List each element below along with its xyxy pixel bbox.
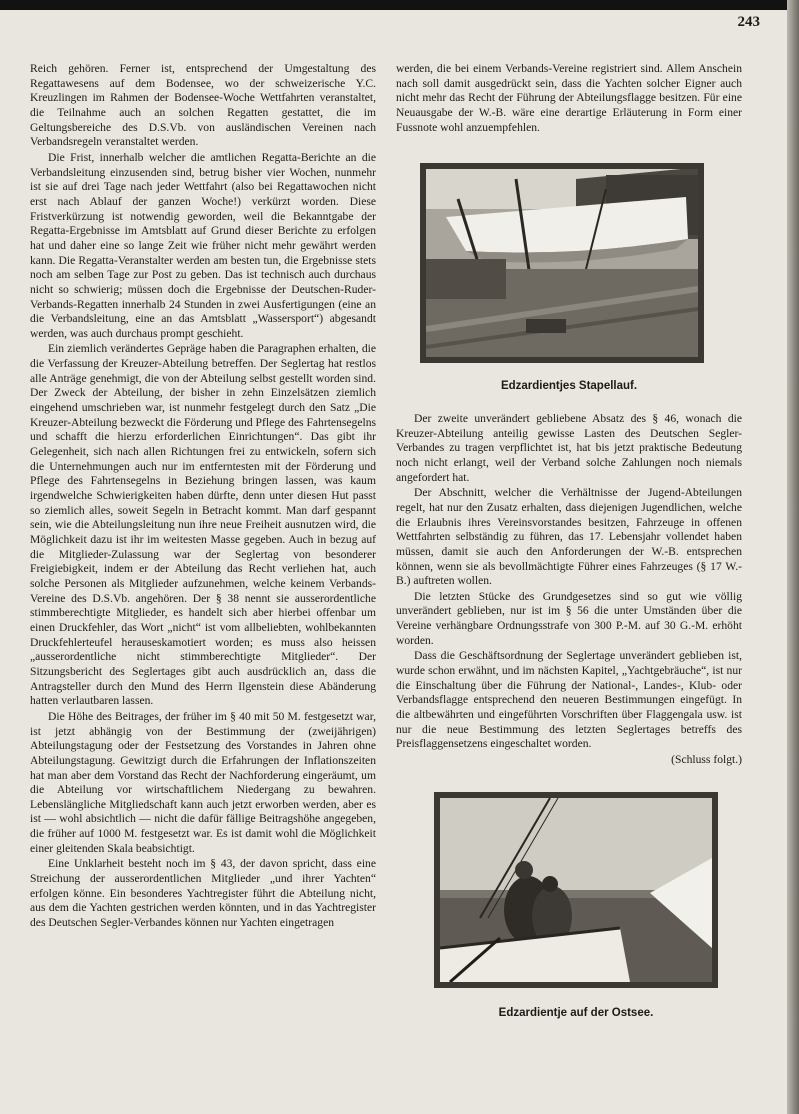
left-paragraph-2: Die Frist, innerhalb welcher die amtlichen Regatta-Berichte an die Verbandsleitung einzusenden sind, betrug bisher vier Wochen, nunmehr ist sie auf drei Tage nach jeder Wettfahrt (also bei Regattawochen nicht erst nach Ablauf der ganzen Woche!) verkürzt worden. Diese Fristverkürzung ist notwendig geworden, weil die Bekanntgabe der Regatta-Ergebnisse im Amtsblatt auf Grund dieser Berichte zu erfolgen hat und daher eine so lange Zeit wie früher nicht mehr gewährt werden kann. Die Regatta-Veranstalter werden am besten tun, die Ergebnisse stets noch am selben Tage zur Post zu geben. Das ist technisch auch durchaus nicht so schwierig; müssen doch die Ergebnisse der Deutschen-Ruder-Verbands-Regatten innerhalb 24 Stunden in zwei Ausfertigungen (eine an die Verbandsleitung, eine an das Amtsblatt „Wassersport“) abgesandt werden, was auch durchaus prompt geschieht. xyxy=(30,150,376,340)
left-paragraph-5: Eine Unklarheit besteht noch im § 43, der davon spricht, dass eine Streichung der ausserordentlichen Mitglieder „und ihrer Yachten“ erfolgen könne. Ein besonderes Yachtregister führt die Abteilung nicht, aus dem die Yachten gestrichen werden könnten, und in das Yachtregister des Deutschen Segler-Verbandes können nur Yachten eingetragen xyxy=(30,857,376,930)
right-paragraph-1: werden, die bei einem Verbands-Vereine registriert sind. Allem Anschein nach soll damit ausgedrückt sein, dass die Yachten solcher Eigner auch nicht mehr das Recht der Führung der Abteilungsflagge besitzen. Für eine Neuausgabe der W.-B. wäre eine derartige Erläuterung in Form einer Fussnote wohl anzuempfehlen. xyxy=(396,62,742,134)
figure-baltic xyxy=(396,792,742,1021)
figure-launch xyxy=(396,163,742,394)
figure-caption-launch: Edzardientjes Stapellauf. xyxy=(500,380,638,393)
closing-note: (Schluss folgt.) xyxy=(671,753,742,767)
sailing-baltic-photo xyxy=(440,798,712,982)
scan-border-top xyxy=(0,0,799,10)
boat-launch-photo xyxy=(426,169,698,357)
right-paragraph-2: Der zweite unverändert gebliebene Absatz des § 46, wonach die Kreuzer-Abteilung anteilig gewisse Lasten des Deutschen Segler-Verbandes zu tragen verpflichtet ist, hat bis jetzt praktische Bedeutung noch nicht erlangt, weil der Verband solche Zahlungen noch niemals angefordert hat. xyxy=(396,411,742,484)
page-number: 243 xyxy=(737,14,760,30)
left-column xyxy=(30,62,376,1102)
right-paragraph-3: Der Abschnitt, welcher die Verhältnisse der Jugend-Abteilungen regelt, hat nur den Zusatz erhalten, dass diejenigen Jugendlichen, welche die Erlaubnis ihres Vereinsvorstandes besitzen, Fahrzeuge in offenen Wettfahrten selbständig zu führen, das 17. Lebensjahr vollendet haben müssen, damit sie auch den Anforderungen der W.-B. entsprechen können, wenn sie als bevollmächtigte Führer eines Fahrzeuges (§ 17 W.-B.) auftreten wollen. xyxy=(396,486,742,588)
right-column xyxy=(396,62,742,1102)
scan-border-right xyxy=(787,0,799,1114)
left-paragraph-4: Die Höhe des Beitrages, der früher im § 40 mit 50 M. festgesetzt war, ist jetzt abhängig von der Bestimmung der (zweijährigen) Abteilungstagung oder der Festsetzung des Vorstandes in Jahren ohne Abteilungstagung. Gewitzigt durch die Erfahrungen der Inflationszeiten hat man aber dem Vorstand das Recht der Nachforderung eingeräumt, um die Abteilung vor wirtschaftlichem Niedergang zu bewahren. Lebenslängliche Mitgliedschaft kann auch jetzt erworben werden, aber es ist — wohl absichtlich — nicht die dafür fällige Beitragshöhe angegeben, die früher auf 1000 M. festgesetzt war. Es ist damit wohl die Möglichkeit einer gleitenden Skala beabsichtigt. xyxy=(30,709,376,855)
left-paragraph-3: Ein ziemlich verändertes Gepräge haben die Paragraphen erhalten, die die Verfassung der Kreuzer-Abteilung betreffen. Der Seglertag hat restlos alle Anträge genehmigt, die von der Abteilung selbst gestellt worden sind. Der Zweck der Abteilung, der bisher in zehn Einzelsätzen ziemlich eingehend umschrieben war, ist nunmehr festgelegt durch den Satz „Die Kreuzer-Abteilung bezweckt die Förderung und Pflege des Fahrtensegelns und schafft die hierzu erforderlichen Einrichtungen“. Das gibt ihr Gelegenheit, sich nach allen Richtungen frei zu entwickeln, sofern sich die Unternehmungen auch nur im entferntesten mit der Förderung und Pflege des Fahrtensegelns in Beziehung bringen lassen, was kaum irgendwelche Schwierigkeiten haben dürfte, denn unter diesen Hut passt so ziemlich alles, soweit Segeln in Betracht kommt. Man darf gespannt sein, wie die Abteilungsleitung nun ihre neue Freiheit ausnutzen wird, die Möglichkeit dazu ist ihr im weitesten Masse gegeben. Auch in bezug auf die Mitglieder-Zulassung war der Seglertag von besonderer Freigiebigkeit, indem er der Abteilung das Recht verliehen hat, auch solche Personen als Mitglieder aufzunehmen, welche keinem Verbands-Vereine des D.S.Vb. angehören. Der § 38 nennt sie ausserordentliche stimmberechtigte Mitglieder, es handelt sich aber hierbei offenbar um einen Druckfehler, das Wort „nicht“ ist vom allbeliebten, wohlbekannten Druckfehlerteufel herauseskamotiert worden; es muss also heissen „ausserordentliche nicht stimmberechtigte Mitglieder“. Der Sitzungsbericht des Seglertages gibt auch ausdrücklich an, dass die Antragsteller durch den Mund des Herrn Ilgenstein diese Abänderung hatten verlautbaren lassen. xyxy=(30,342,376,708)
photo-frame-launch xyxy=(420,163,704,363)
figure-caption-baltic: Edzardientje auf der Ostsee. xyxy=(498,1006,654,1019)
left-paragraph-1: Reich gehören. Ferner ist, entsprechend der Umgestaltung des Regattawesens auf dem Bodensee, wo der schweizerische Y.C. Kreuzlingen im Rahmen der Bodensee-Woche Wettfahrten veranstaltet, die Teilnahme auch an solchen Regatten gestattet, die im Geltungsbereiche des D.S.Vb. von ausländischen Vereinen nach Verbandsregeln veranstaltet werden. xyxy=(30,62,376,149)
right-paragraph-4: Die letzten Stücke des Grundgesetzes sind so gut wie völlig unverändert geblieben, nur ist im § 56 die unter Umständen über die Vereine verhängbare Ordnungsstrafe von 300 P.-M. auf 30 G.-M. erhöht worden. xyxy=(396,589,742,647)
photo-frame-baltic xyxy=(434,792,718,988)
right-paragraph-5: Dass die Geschäftsordnung der Seglertage unverändert geblieben ist, wurde schon erwähnt, und im nächsten Kapitel, „Yachtgebräuche“, ist nur die Einschaltung über die Führung der National-, Landes-, Klub- oder Verbandsflagge entsprechend den neueren Bestimmungen eingefügt. In die altbewährten und eingeführten Vorschriften über Flaggengala usw. ist nur die neue Bestimmung des letzten Seglertages betreffs des Preisflaggensetzens eingeschaltet worden. xyxy=(396,649,742,751)
